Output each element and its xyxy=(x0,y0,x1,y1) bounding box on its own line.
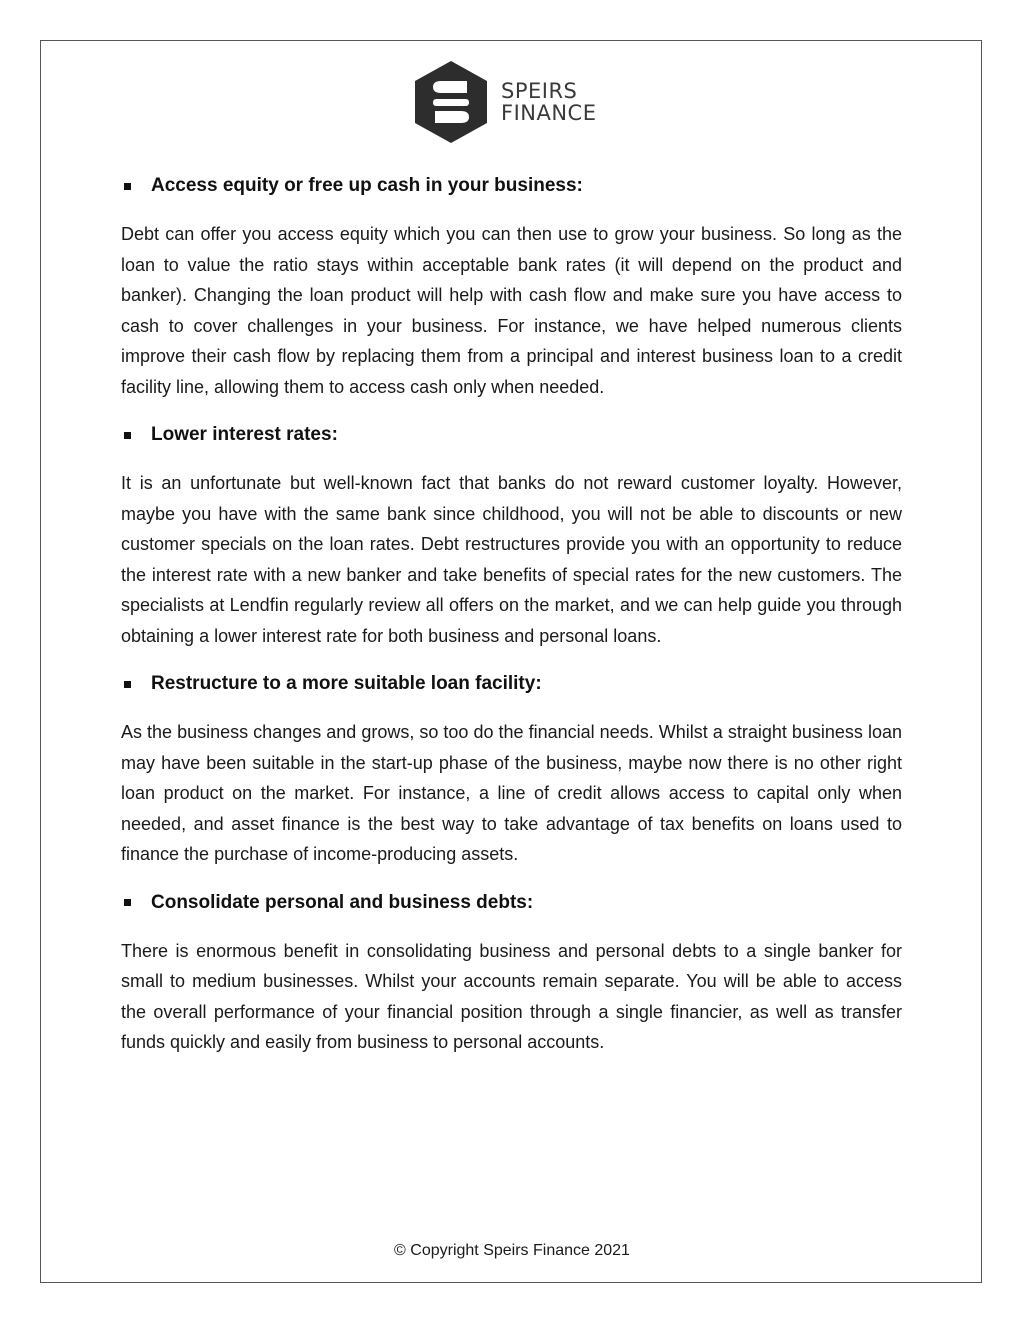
section-consolidate xyxy=(121,887,902,1058)
speirs-finance-logo xyxy=(411,58,616,146)
square-bullet-icon xyxy=(124,899,131,906)
square-bullet-icon xyxy=(124,432,131,439)
logo-text-finance: FINANCE xyxy=(501,101,597,125)
section-paragraph: As the business changes and grows, so too do the financial needs. Whilst a straight business loan may have been suitable in the start-up phase of the business, maybe now there is no other right loan product on the market. For instance, a line of credit allows access to capital only when needed, and asset finance is the best way to take advantage of tax benefits on loans used to finance the purchase of income-producing assets. xyxy=(121,722,902,864)
logo-text-speirs: SPEIRS xyxy=(501,79,578,103)
heading-text: Access equity or free up cash in your business: xyxy=(151,175,583,196)
square-bullet-icon xyxy=(124,681,131,688)
section-heading xyxy=(121,170,902,202)
heading-text: Restructure to a more suitable loan facility: xyxy=(151,673,542,694)
document-body xyxy=(121,170,902,1075)
section-lower-interest xyxy=(121,419,902,651)
section-heading xyxy=(121,887,902,919)
heading-text: Consolidate personal and business debts: xyxy=(151,891,534,913)
section-heading xyxy=(121,668,902,700)
section-access-equity xyxy=(121,170,902,402)
section-paragraph: It is an unfortunate but well-known fact that banks do not reward customer loyalty. However, maybe you have with the same bank since childhood, you will not be able to discounts or new customer specials on the loan rates. Debt restructures provide you with an opportunity to reduce the interest rate with a new banker and take benefits of special rates for the new customers. The specialists at Lendfin regularly review all offers on the market, and we can help guide you through obtaining a lower interest rate for both business and personal loans. xyxy=(121,473,902,646)
section-paragraph: There is enormous benefit in consolidating business and personal debts to a single banker for small to medium businesses. Whilst your accounts remain separate. You will be able to access the overall performance of your financial position through a single financier, as well as transfer funds quickly and easily from business to personal accounts. xyxy=(121,940,902,1052)
heading-text: Lower interest rates: xyxy=(151,424,338,445)
section-paragraph: Debt can offer you access equity which you can then use to grow your business. So long as the loan to value the ratio stays within acceptable bank rates (it will depend on the product and banker). Changing the loan product will help with cash flow and make sure you have access to cash to cover challenges in your business. For instance, we have helped numerous clients improve their cash flow by replacing them from a principal and interest business loan to a credit facility line, allowing them to access cash only when needed. xyxy=(121,224,902,397)
section-restructure xyxy=(121,668,902,870)
copyright-footer: © Copyright Speirs Finance 2021 xyxy=(394,1242,630,1259)
section-heading xyxy=(121,419,902,451)
speirs-logo-mark-icon xyxy=(411,59,491,145)
square-bullet-icon xyxy=(124,183,131,190)
